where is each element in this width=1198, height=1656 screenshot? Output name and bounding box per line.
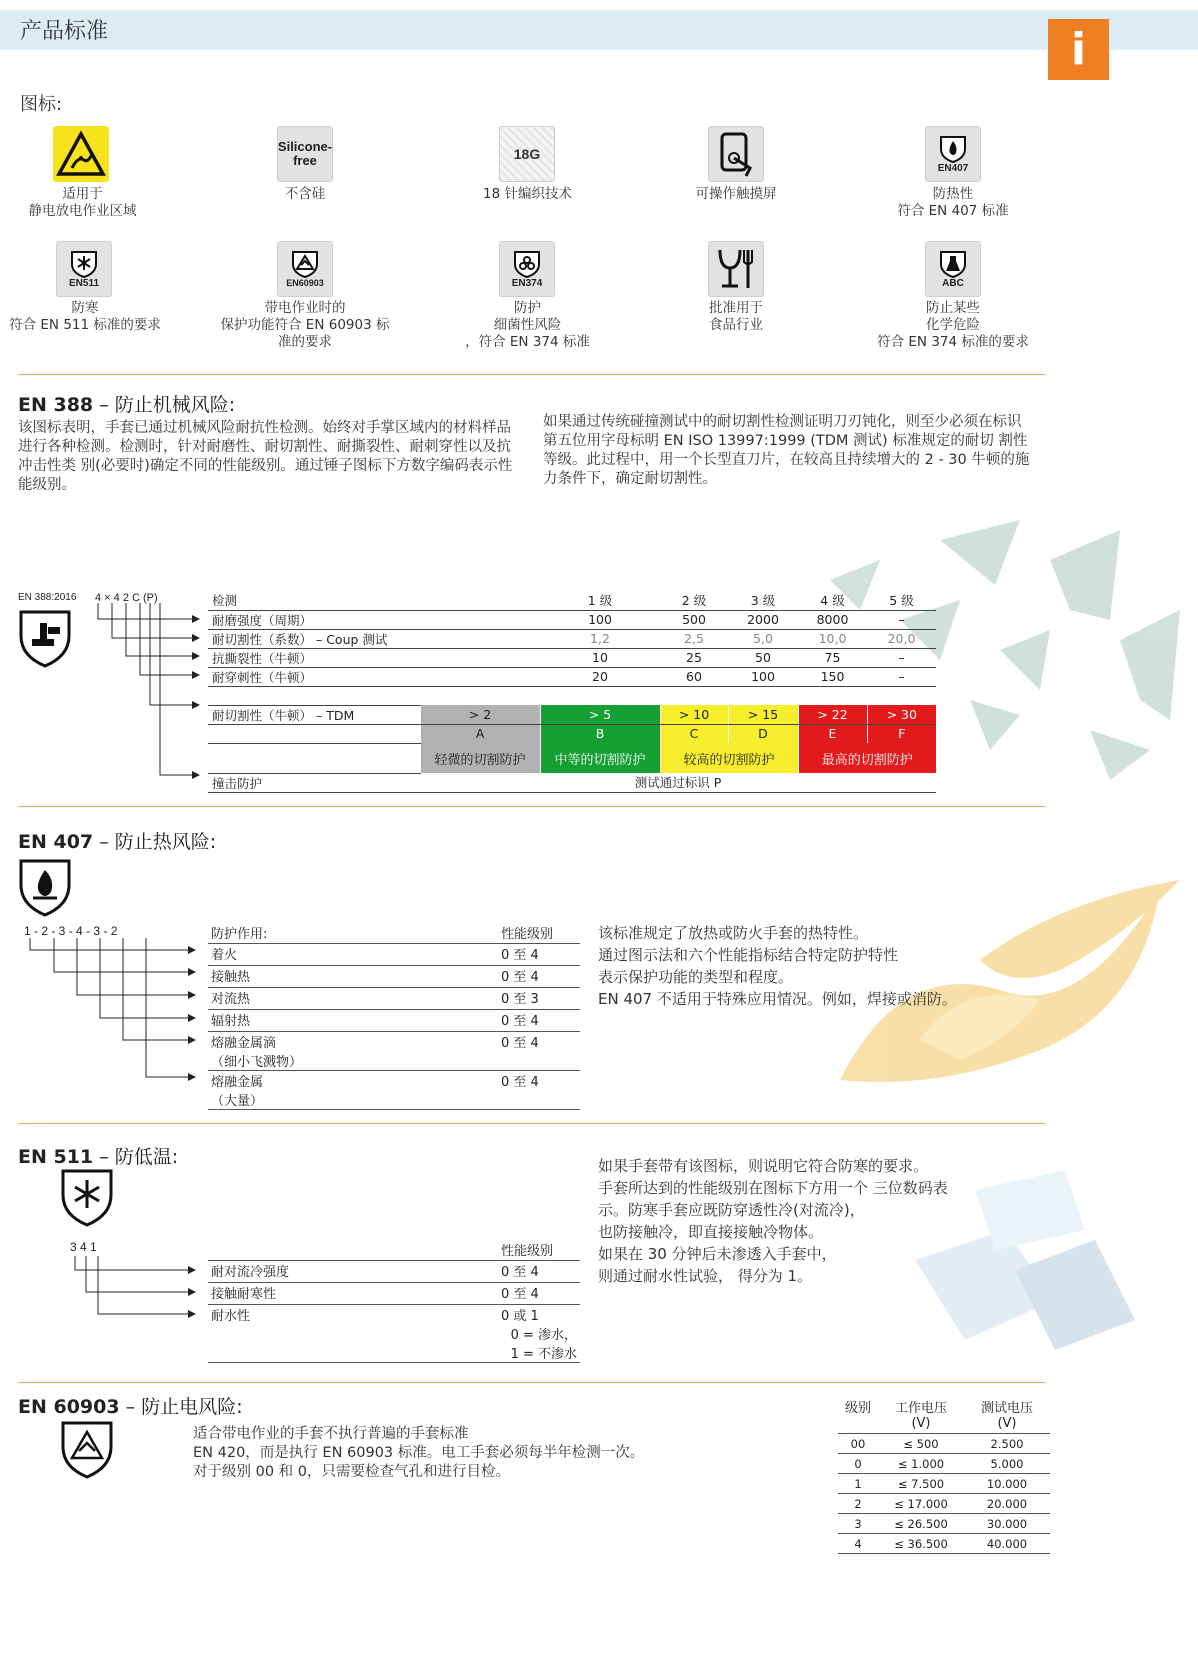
en511-code: 3 4 1 [70, 1240, 97, 1254]
en388-para-right: 如果通过传统碰撞测试中的耐切割性检测证明刀刃钝化，则至少必须在标识第五位用字母标明 EN ISO 13997:1999 (TDM 测试) 标准规定的耐切 割性等级。此过程中，用一个长型直刀片，在较高且持续增大的 2 - 30 牛顿的施力条件下，确定耐切割性。 [543, 414, 1030, 487]
icon-label-en407: 防热性 符合 EN 407 标准 [897, 186, 1009, 219]
en60903-para: 适合带电作业的手套不执行普遍的手套标准 EN 420，而是执行 EN 60903 标准。电工手套必须每半年检测一次。 对于级别 00 和 0，只需要检查气孔和进行目检。 [193, 1426, 645, 1480]
en511-table [208, 1240, 580, 1363]
en511-title: EN 511 – 防低温: [18, 1146, 179, 1168]
icon-label-en374: 防护 细菌性风险 ，符合 EN 374 标准 [465, 300, 590, 350]
en407-para: 该标准规定了放热或防火手套的热特性。 通过图示法和六个性能指标结合特定防护特性 表示保护功能的类型和程度。 EN 407 不适用于特殊应用情况。例如，焊接或消防。 [598, 924, 957, 1008]
voltage-table-header: 级别 工作电压 (V) 测试电压 (V) [838, 1397, 1050, 1434]
tdm-protection-row: 轻微的切割防护 中等的切割防护 较高的切割防护 最高的切割防护 [208, 743, 936, 773]
table-row: 接触热 0 至 4 [208, 965, 580, 987]
divider [18, 1382, 1046, 1383]
en388-title: EN 388 – 防止机械风险: [18, 394, 236, 416]
table-row: 接触耐寒性 0 至 4 [208, 1282, 580, 1304]
tdm-letters-row: A B C D E F [208, 724, 936, 743]
icon-label-touchscreen: 可操作触摸屏 [695, 186, 777, 202]
table-row: 辐射热 0 至 4 [208, 1009, 580, 1031]
knit-18g-icon: 18G [499, 126, 555, 182]
table-row: 00 ≤ 500 2.500 [838, 1434, 1050, 1454]
en407-title: EN 407 – 防止热风险: [18, 831, 217, 853]
info-icon: i [1048, 19, 1109, 80]
silicone-free-icon: Silicone- free [277, 126, 333, 182]
en511-table-header: 性能级别 [208, 1240, 580, 1260]
table-row: 耐磨强度（周期） 100 500 2000 8000 – [208, 610, 936, 629]
table-row: 3 ≤ 26.500 30.000 [838, 1514, 1050, 1534]
icon-label-esd: 适用于 静电放电作业区域 [28, 186, 137, 219]
en60903-title: EN 60903 – 防止电风险: [18, 1396, 243, 1418]
en60903-text: EN60903 [286, 278, 324, 288]
icon-label-food: 批准用于 食品行业 [709, 300, 763, 333]
icon-label-chem: 防止某些 化学危险 符合 EN 374 标准的要求 [877, 300, 1029, 350]
table-row: 4 ≤ 36.500 40.000 [838, 1534, 1050, 1554]
table-row: 抗撕裂性（牛顿） 10 25 50 75 – [208, 648, 936, 667]
en511-para: 如果手套带有该图标，则说明它符合防寒的要求。 手套所达到的性能级别在图标下方用一个 三位数码表 示。防寒手套应既防穿透性冷(对流冷)， 也防接触冷，即直接接触冷物体。 如果在 30 分钟后未渗透入手套中， 则通过耐水性试验， 得分为 1。 [598, 1157, 948, 1285]
icon-label-en60903: 带电作业时的 保护功能符合 EN 60903 标 准的要求 [220, 300, 390, 350]
en388-code: 4 × 4 2 C (P) [95, 592, 158, 604]
impact-row: 撞击防护 测试通过标识 P [208, 773, 936, 792]
table-row: 耐对流冷强度 0 至 4 [208, 1260, 580, 1282]
icon-label-18g: 18 针编织技术 [483, 186, 572, 202]
en388-para-left: 该图标表明，手套已通过机械风险耐抗性检测。始终对手掌区域内的材料样品 进行各种检测。检测时，针对耐磨性、耐切割性、耐撕裂性、耐刺穿性以及抗冲击性类 别(必要时)确定不同的性能级别。通过锤子图标下方数字编码表示性 能级别。 [18, 420, 513, 493]
table-row: 对流热 0 至 3 [208, 987, 580, 1009]
en407-code: 1 - 2 - 3 - 4 - 3 - 2 [24, 924, 118, 938]
page-title: 产品标准 [20, 19, 109, 44]
table-row: 熔融金属滴 （细小飞溅物） 0 至 4 [208, 1031, 580, 1070]
en511-text: EN511 [68, 277, 100, 289]
en388-std-label: EN 388:2016 [18, 592, 77, 603]
en407-text: EN407 [937, 162, 969, 174]
tdm-values-row: 耐切割性（牛顿） – TDM > 2 > 5 > 10 > 15 > 22 > 30 [208, 705, 936, 724]
table-row: 熔融金属 （大量） 0 至 4 [208, 1070, 580, 1109]
voltage-table [838, 1397, 1050, 1554]
electric-shield-icon [60, 1420, 114, 1480]
icon-label-silicone: 不含硅 [284, 186, 326, 202]
table-row: 着火 0 至 4 [208, 943, 580, 965]
icon-label-en511: 防寒 符合 EN 511 标准的要求 [9, 300, 161, 333]
icons-heading: 图标: [20, 94, 63, 115]
table-row: 0 ≤ 1.000 5.000 [838, 1454, 1050, 1474]
table-row: 耐穿刺性（牛顿） 20 60 100 150 – [208, 667, 936, 686]
table-row: 耐切割性（系数） – Coup 测试 1,2 2,5 5,0 10,0 20,0 [208, 629, 936, 648]
table-row: 1 ≤ 7.500 10.000 [838, 1474, 1050, 1494]
table-row: 2 ≤ 17.000 20.000 [838, 1494, 1050, 1514]
en374-chem-text: ABC [942, 277, 964, 289]
en374-text: EN374 [511, 277, 543, 289]
en388-table-header: 检测 1 级 2 级 3 级 4 级 5 级 [208, 591, 936, 610]
en407-table-header: 防护作用: 性能级别 [208, 923, 580, 943]
table-row: 耐水性 0 或 1 0 = 渗水， 1 = 不渗水 [208, 1304, 580, 1362]
